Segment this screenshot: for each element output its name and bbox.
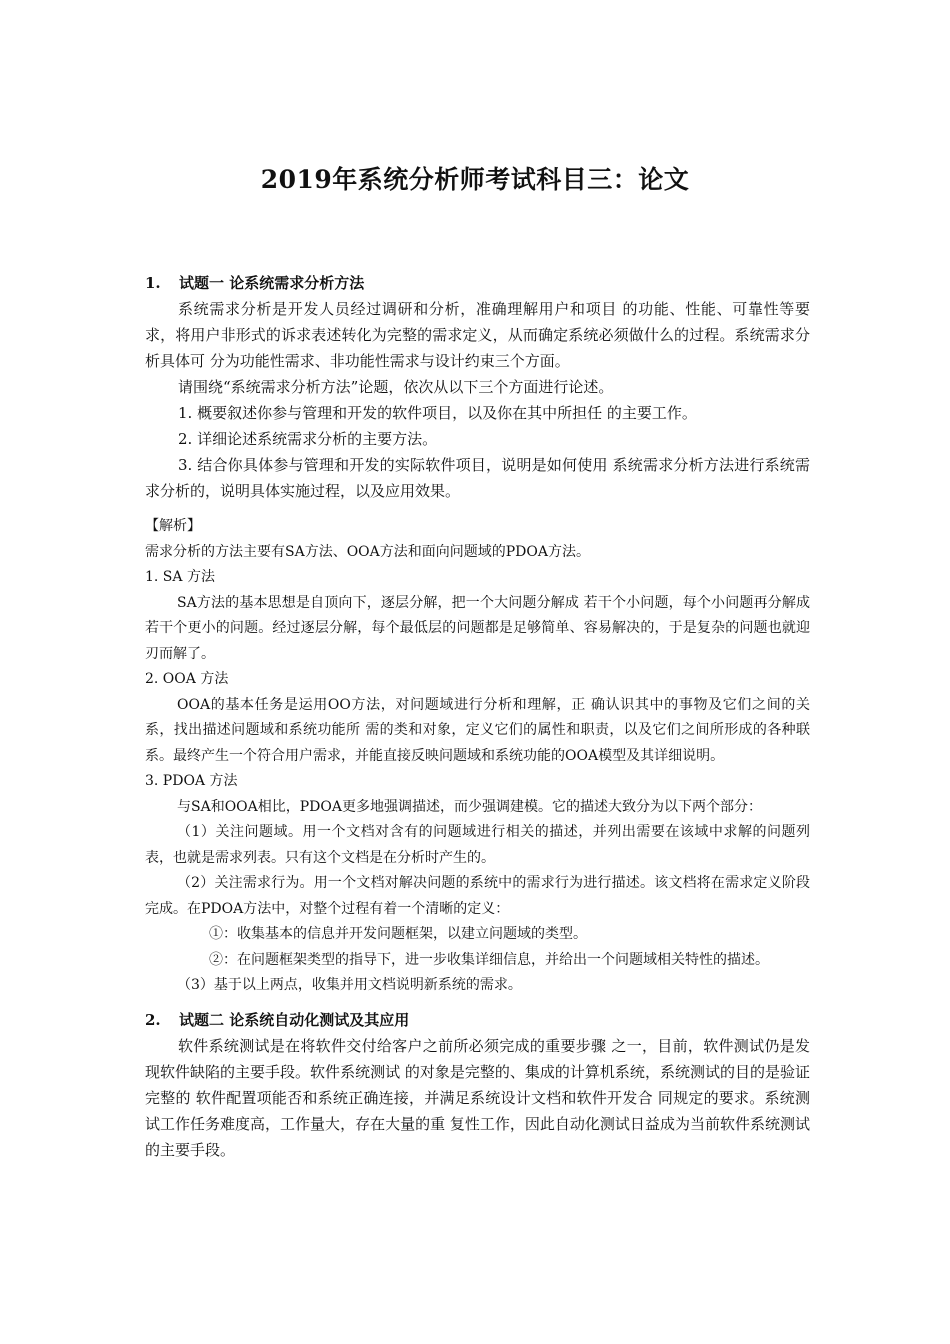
ooa-method-text: OOA的基本任务是运用OO方法，对问题域进行分析和理解，正 确认识其中的事物及它们之间的关系，找出描述问题域和系统功能所 需的类和对象，定义它们的属性和职责，以及它们之间所形成的各种联系。最终产生一个符合用户需求，并能直接反映问题域和系统功能的OOA模型及其详细说明。 xyxy=(145,696,810,764)
pdoa-method-heading: 3. PDOA 方法 xyxy=(145,773,238,789)
pdoa-item: （2）关注需求行为。用一个文档对解决问题的系统中的需求行为进行描述。该文档将在需求定义阶段完成。在PDOA方法中，对整个过程有着一个清晰的定义： xyxy=(145,875,810,917)
question-2-paragraph: 软件系统测试是在将软件交付给客户之前所必须完成的重要步骤 之一，目前，软件测试仍是发现软件缺陷的主要手段。软件系统测试 的对象是完整的、集成的计算机系统，系统测试的目的是验证完整的 软件配置项能否和系统正确连接，并满足系统设计文档和软件开发合 同规定的要求。系统测试工作任务难度高，工作量大，存在大量的重 复性工作，因此自动化测试日益成为当前软件系统测试的主要手段。 xyxy=(145,1036,810,1159)
question-1-paragraph: 请围绕“系统需求分析方法”论题，依次从以下三个方面进行论述。 xyxy=(178,378,614,396)
question-1-item: 3. 结合你具体参与管理和开发的实际软件项目，说明是如何使用 系统需求分析方法进行系统需求分析的，说明具体实施过程，以及应用效果。 xyxy=(145,456,810,500)
question-1-paragraph: 系统需求分析是开发人员经过调研和分析，准确理解用户和项目 的功能、性能、可靠性等要求，将用户非形式的诉求表述转化为完整的需求定义，从而确定系统必须做什么的过程。系统需求分析具体可 分为功能性需求、非功能性需求与设计约束三个方面。 xyxy=(145,300,810,370)
question-1-heading xyxy=(145,270,810,296)
pdoa-sub-item: ①：收集基本的信息并开发问题框架，以建立问题域的类型。 xyxy=(209,926,587,942)
sa-method-text: SA方法的基本思想是自顶向下，逐层分解，把一个大问题分解成 若干个小问题，每个小问题再分解成若干个更小的问题。经过逐层分解，每个最低层的问题都是足够简单、容易解决的，于是复杂的问题也就迎刃而解了。 xyxy=(145,594,810,662)
question-1-item: 1. 概要叙述你参与管理和开发的软件项目，以及你在其中所担任 的主要工作。 xyxy=(178,404,697,422)
pdoa-method-text: 与SA和OOA相比，PDOA更多地强调描述，而少强调建模。它的描述大致分为以下两个部分： xyxy=(177,798,762,815)
document-title: 2019年系统分析师考试科目三：论文 xyxy=(260,165,690,194)
analysis-intro: 需求分析的方法主要有SA方法、OOA方法和面向问题域的PDOA方法。 xyxy=(145,543,590,560)
ooa-method-heading: 2. OOA 方法 xyxy=(145,671,229,687)
question-2-heading xyxy=(145,1007,810,1033)
question-1-title: 试题一 论系统需求分析方法 xyxy=(179,274,365,292)
pdoa-sub-item: ②：在问题框架类型的指导下，进一步收集详细信息，并给出一个问题域相关特性的描述。 xyxy=(209,951,769,968)
pdoa-item: （1）关注问题域。用一个文档对含有的问题域进行相关的描述，并列出需要在该域中求解的问题列表，也就是需求列表。只有这个文档是在分析时产生的。 xyxy=(145,824,810,866)
question-1-number: 1. xyxy=(145,274,161,292)
question-2-number: 2. xyxy=(145,1010,161,1029)
question-1-item: 2. 详细论述系统需求分析的主要方法。 xyxy=(178,430,438,448)
sa-method-heading: 1. SA 方法 xyxy=(145,569,215,585)
document-body xyxy=(145,270,810,1163)
question-2-title: 试题二 论系统自动化测试及其应用 xyxy=(179,1010,410,1029)
analysis-label: 【解析】 xyxy=(145,518,201,534)
pdoa-item: （3）基于以上两点，收集并用文档说明新系统的需求。 xyxy=(177,977,522,993)
